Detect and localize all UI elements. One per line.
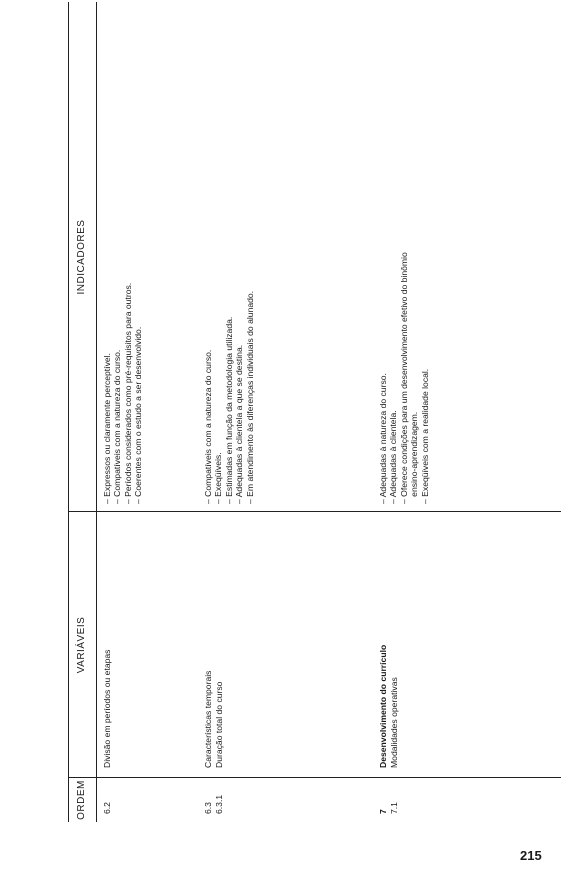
header-indicadores: INDICADORES [76, 219, 87, 295]
header-ordem: ORDEM [76, 780, 87, 820]
indicador-line: – Exeqüíveis. [213, 452, 224, 504]
ordem-line: 7 [378, 809, 388, 814]
variavel-line: Duração total do curso [213, 681, 224, 768]
variavel-line: Modalidades operativas [388, 677, 399, 768]
indicador-line: – Coerentes com o estudo a ser desenvolvido. [133, 326, 144, 504]
row-2-variaveis [203, 671, 224, 768]
indicador-line: – Compatíveis com a natureza do curso. [112, 349, 123, 504]
table-header-rule [96, 2, 97, 822]
rotated-table [68, 2, 561, 822]
indicador-line: – Oferece condições para um desenvolvimento efetivo do binômio [398, 252, 409, 504]
indicador-line: – Compatíveis com a natureza do curso. [203, 349, 213, 504]
ordem-line: 7.1 [388, 802, 399, 814]
page-number: 215 [520, 848, 542, 863]
header-variaveis: VARIÁVEIS [76, 616, 87, 674]
column-divider-variaveis [68, 511, 561, 512]
row-1-indicadores [102, 283, 144, 504]
variavel-line: Desenvolvimento do currículo [378, 644, 388, 768]
row-3-variaveis [378, 645, 399, 768]
indicador-line: – Estimadas em função da metodologia utilizada. [223, 316, 234, 504]
row-2-ordem [203, 795, 224, 814]
indicador-line: – Exeqüíveis com a realidade local. [419, 368, 430, 504]
indicador-line: ensino-aprendizagem. [409, 411, 420, 504]
row-1-ordem [102, 802, 113, 814]
indicador-line: – Adequadas à clientela. [388, 410, 399, 504]
ordem-line: 6.3 [203, 802, 213, 814]
row-1-variaveis [102, 650, 113, 768]
variavel-line: Características temporais [203, 670, 213, 768]
row-3-indicadores [378, 252, 430, 504]
indicador-line: – Períodos considerados como pré-requisitos para outros. [122, 282, 133, 504]
indicador-line: – Adequadas à natureza do curso. [378, 373, 388, 504]
indicador-line: – Em atendimento às diferenças individuais do alunado. [244, 290, 255, 504]
row-2-indicadores [203, 291, 255, 504]
indicador-line: – Expressos ou claramente perceptível. [102, 353, 112, 504]
ordem-line: 6.2 [102, 802, 112, 814]
column-divider-ordem [68, 777, 561, 778]
ordem-line: 6.3.1 [213, 794, 224, 814]
variavel-line: Divisão em períodos ou etapas [102, 649, 112, 768]
indicador-line: – Adequadas à clientela a que se destina. [234, 344, 245, 504]
row-3-ordem [378, 802, 399, 814]
